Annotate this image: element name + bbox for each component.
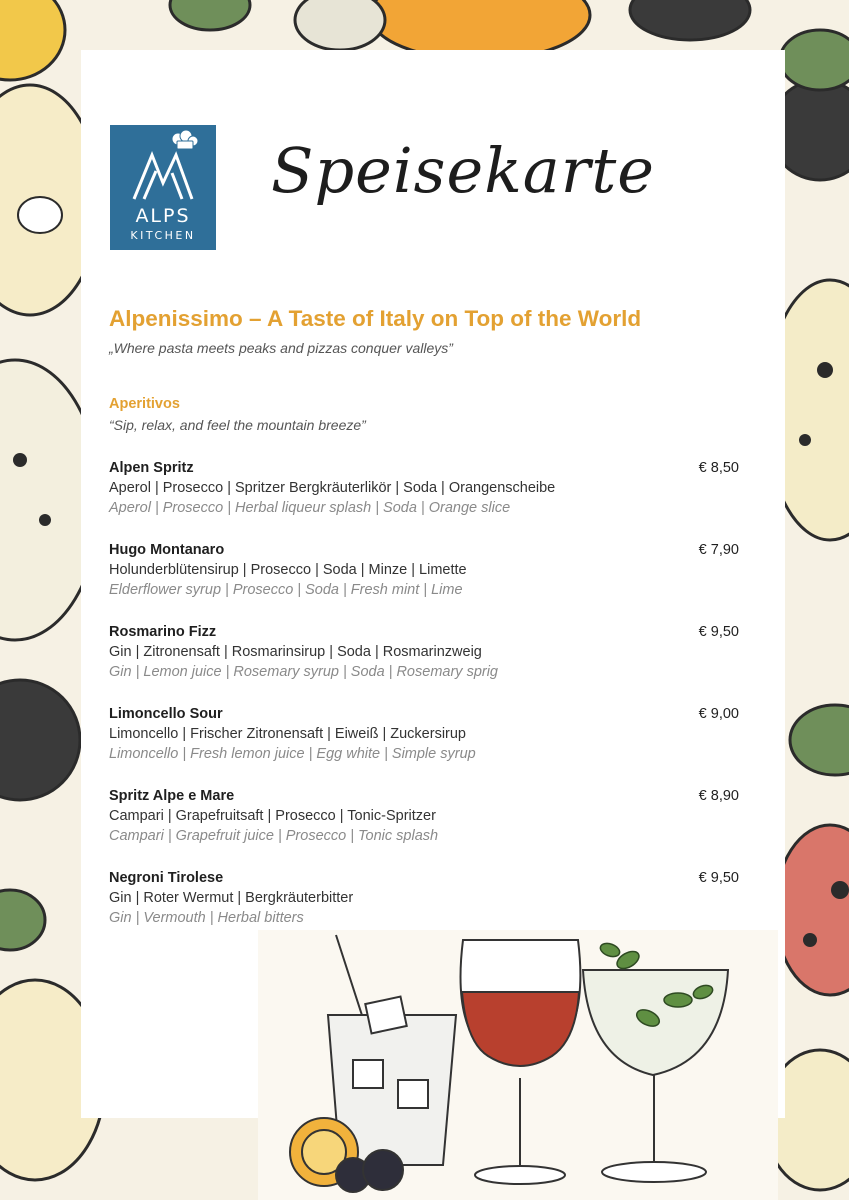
alps-kitchen-logo [110, 125, 216, 250]
item-ingredients-en: Elderflower syrup | Prosecco | Soda | Fresh mint | Lime [109, 582, 463, 598]
list-item [109, 540, 739, 622]
item-price: € 9,50 [698, 624, 739, 640]
cocktail-glasses-illustration [258, 930, 778, 1200]
item-price: € 7,90 [698, 542, 739, 558]
section-tagline: “Sip, relax, and feel the mountain breeze” [109, 417, 366, 433]
menu-tagline: „Where pasta meets peaks and pizzas conquer valleys” [109, 340, 453, 356]
item-price: € 9,50 [698, 870, 739, 886]
logo-text-alps: ALPS [135, 205, 191, 227]
item-ingredients-en: Gin | Vermouth | Herbal bitters [109, 910, 304, 926]
list-item [109, 622, 739, 704]
section-title: Aperitivos [109, 396, 180, 412]
item-name: Negroni Tirolese [109, 870, 224, 886]
item-ingredients-de: Aperol | Prosecco | Spritzer Bergkräuterlikör | Soda | Orangenscheibe [109, 480, 556, 496]
item-name: Alpen Spritz [109, 460, 194, 476]
item-ingredients-de: Limoncello | Frischer Zitronensaft | Eiweiß | Zuckersirup [109, 726, 466, 742]
item-ingredients-de: Gin | Zitronensaft | Rosmarinsirup | Soda | Rosmarinzweig [109, 644, 482, 660]
list-item [109, 704, 739, 786]
item-name: Hugo Montanaro [109, 542, 225, 558]
item-price: € 8,50 [698, 460, 739, 476]
drink-list [109, 458, 739, 950]
list-item [109, 458, 739, 540]
item-ingredients-en: Aperol | Prosecco | Herbal liqueur splash | Soda | Orange slice [109, 500, 511, 516]
item-price: € 8,90 [698, 788, 739, 804]
item-name: Spritz Alpe e Mare [109, 788, 235, 804]
list-item [109, 786, 739, 868]
menu-title: Alpenissimo – A Taste of Italy on Top of the World [109, 306, 642, 331]
item-ingredients-en: Campari | Grapefruit juice | Prosecco | Tonic splash [109, 828, 439, 844]
item-name: Rosmarino Fizz [109, 624, 217, 640]
item-name: Limoncello Sour [109, 706, 223, 722]
item-ingredients-de: Campari | Grapefruitsaft | Prosecco | Tonic-Spritzer [109, 808, 436, 824]
item-price: € 9,00 [698, 706, 739, 722]
item-ingredients-de: Holunderblütensirup | Prosecco | Soda | Minze | Limette [109, 562, 467, 578]
item-ingredients-de: Gin | Roter Wermut | Bergkräuterbitter [109, 890, 354, 906]
page-title: Speisekarte [271, 134, 655, 207]
item-ingredients-en: Limoncello | Fresh lemon juice | Egg white | Simple syrup [109, 746, 476, 762]
logo-text-kitchen: KITCHEN [130, 229, 196, 242]
item-ingredients-en: Gin | Lemon juice | Rosemary syrup | Soda | Rosemary sprig [109, 664, 498, 680]
